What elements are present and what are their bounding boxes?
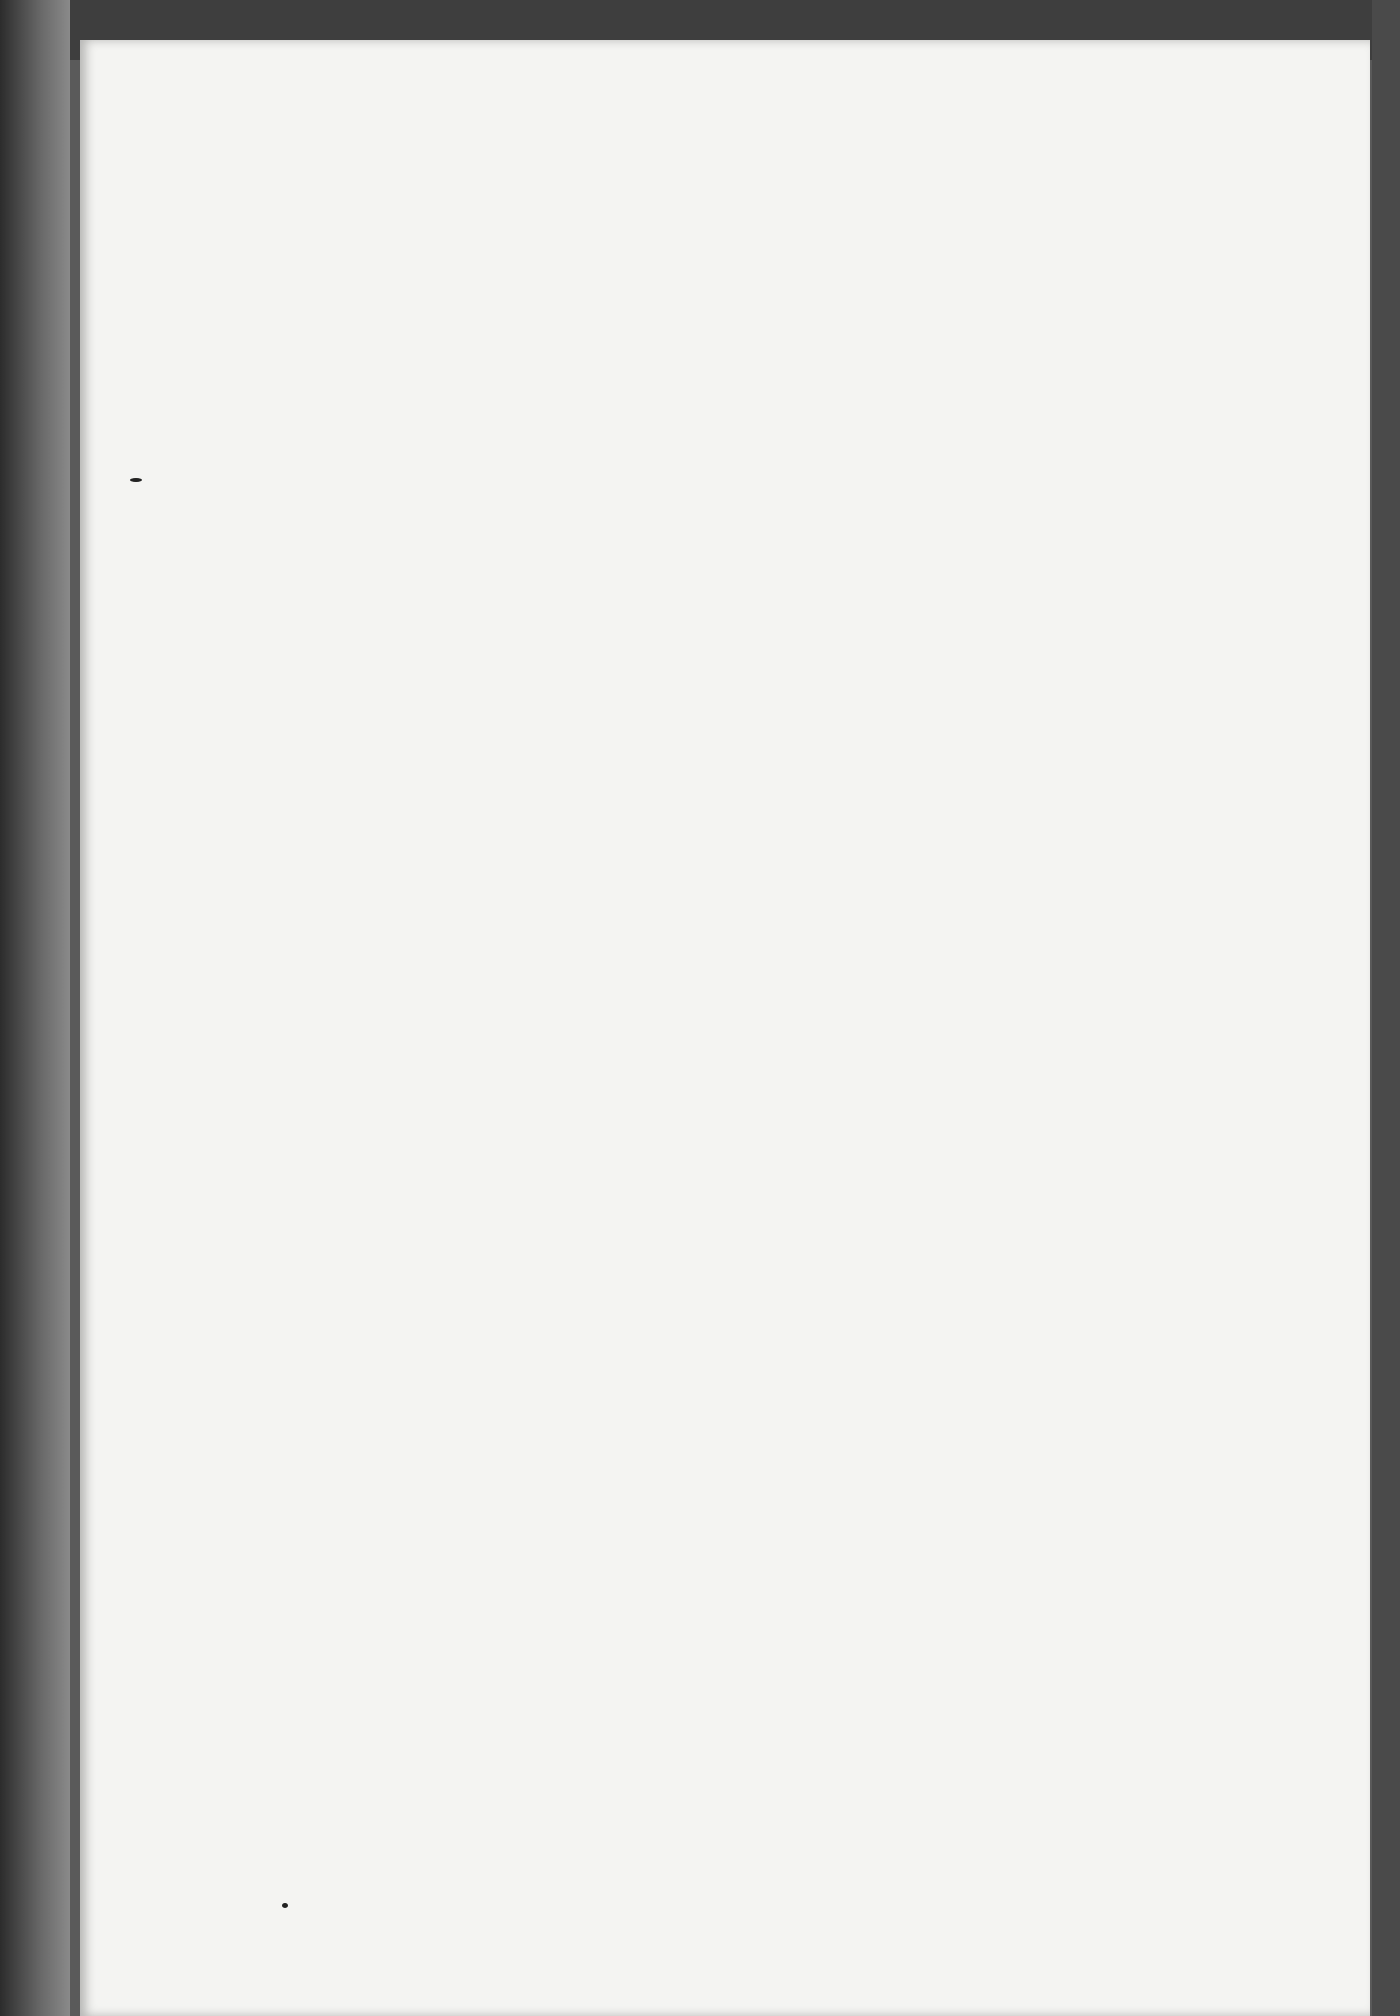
book-spine-edge	[0, 0, 70, 2016]
scan-right-border	[1372, 0, 1400, 2016]
page-column-header	[185, 277, 1135, 308]
index-body	[185, 277, 1135, 308]
scan-speck	[130, 478, 142, 482]
book-page	[80, 40, 1370, 2016]
scan-speck	[282, 1903, 288, 1908]
